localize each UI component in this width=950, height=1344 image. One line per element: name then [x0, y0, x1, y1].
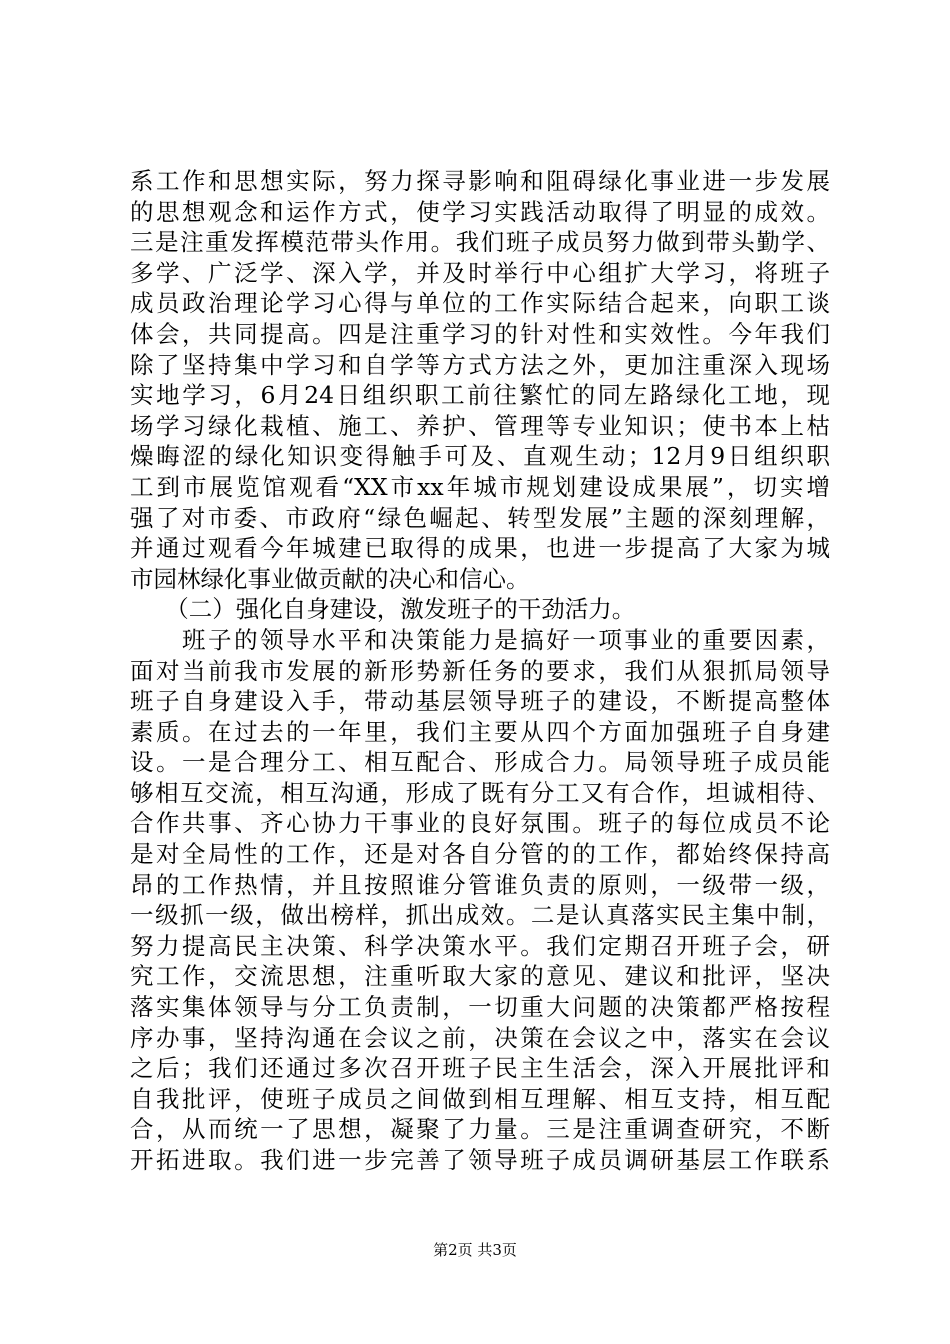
text-line: 昂的工作热情，并且按照谁分管谁负责的原则，一级带一级，	[130, 870, 830, 899]
text-line: 究工作，交流思想，注重听取大家的意见、建议和批评，坚决	[130, 962, 830, 991]
text-line: 并通过观看今年城建已取得的成果，也进一步提高了大家为城	[130, 534, 830, 563]
text-line: 设。一是合理分工、相互配合、形成合力。局领导班子成员能	[130, 748, 830, 777]
text-line: 除了坚持集中学习和自学等方式方法之外，更加注重深入现场	[130, 350, 830, 379]
text-line: 多学、广泛学、深入学，并及时举行中心组扩大学习，将班子	[130, 258, 830, 287]
text-line: 落实集体领导与分工负责制，一切重大问题的决策都严格按程	[130, 993, 830, 1022]
text-line: 成员政治理论学习心得与单位的工作实际结合起来，向职工谈	[130, 289, 830, 318]
text-line: 自我批评，使班子成员之间做到相互理解、相互支持，相互配	[130, 1084, 830, 1113]
page-footer: 第2页 共3页	[433, 1241, 517, 1259]
text-line: 实地学习，6月24日组织职工前往繁忙的同左路绿化工地，现	[130, 381, 830, 410]
text-line: 的思想观念和运作方式，使学习实践活动取得了明显的成效。	[130, 197, 830, 226]
text-line: 场学习绿化栽植、施工、养护、管理等专业知识；使书本上枯	[130, 411, 830, 440]
text-line: 班子自身建设入手，带动基层领导班子的建设，不断提高整体	[130, 687, 830, 716]
text-line: 燥晦涩的绿化知识变得触手可及、直观生动；12月9日组织职	[130, 442, 830, 471]
text-line: 合作共事、齐心协力干事业的良好氛围。班子的每位成员不论	[130, 809, 830, 838]
text-line: 三是注重发挥模范带头作用。我们班子成员努力做到带头勤学、	[130, 228, 830, 257]
text-line: 工到市展览馆观看“XX市xx年城市规划建设成果展”，切实增	[130, 472, 830, 501]
text-line: 努力提高民主决策、科学决策水平。我们定期召开班子会，研	[130, 931, 830, 960]
text-line: 是对全局性的工作，还是对各自分管的的工作，都始终保持高	[130, 840, 830, 869]
text-line: 强了对市委、市政府“绿色崛起、转型发展”主题的深刻理解，	[130, 503, 830, 532]
body-text	[130, 166, 830, 1176]
text-line: 体会，共同提高。四是注重学习的针对性和实效性。今年我们	[130, 319, 830, 348]
text-line: 开拓进取。我们进一步完善了领导班子成员调研基层工作联系	[130, 1146, 830, 1174]
text-line: 之后；我们还通过多次召开班子民主生活会，深入开展批评和	[130, 1054, 830, 1083]
text-line: 素质。在过去的一年里，我们主要从四个方面加强班子自身建	[130, 717, 830, 746]
text-line: 面对当前我市发展的新形势新任务的要求，我们从狠抓局领导	[130, 656, 830, 685]
text-line: 班子的领导水平和决策能力是搞好一项事业的重要因素，	[130, 625, 830, 654]
text-line: 序办事，坚持沟通在会议之前，决策在会议之中，落实在会议	[130, 1023, 830, 1052]
text-line: 一级抓一级，做出榜样，抓出成效。二是认真落实民主集中制，	[130, 901, 830, 930]
text-line: 合，从而统一了思想，凝聚了力量。三是注重调查研究，不断	[130, 1115, 830, 1144]
text-line: （二）强化自身建设，激发班子的干劲活力。	[130, 595, 636, 624]
text-line: 市园林绿化事业做贡献的决心和信心。	[130, 564, 530, 593]
text-line: 系工作和思想实际，努力探寻影响和阻碍绿化事业进一步发展	[130, 167, 830, 195]
text-line: 够相互交流，相互沟通，形成了既有分工又有合作，坦诚相待、	[130, 778, 830, 807]
